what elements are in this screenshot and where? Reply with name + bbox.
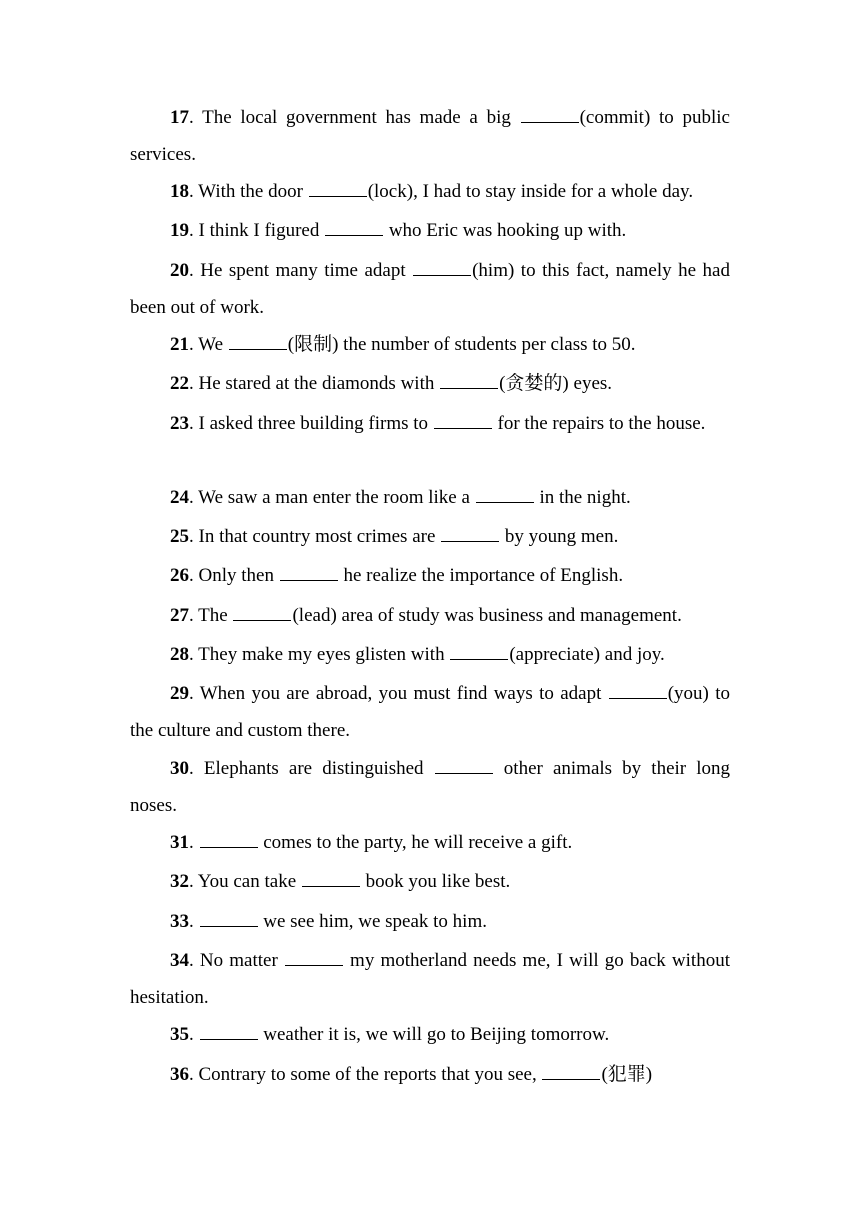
question-number: 27: [170, 605, 189, 626]
question-text-before: Only then: [198, 565, 279, 586]
answer-blank[interactable]: [280, 566, 338, 581]
question-text-after: book you like best.: [360, 871, 511, 892]
question-25: 25. In that country most crimes are by young men.: [170, 526, 619, 547]
answer-blank[interactable]: [542, 1065, 600, 1080]
question-35: 35. weather it is, we will go to Beijing tomorrow.: [170, 1024, 610, 1045]
question-number: 29: [170, 683, 189, 704]
question-number: 19: [170, 220, 189, 241]
question-number: 31: [170, 832, 189, 853]
question-text-before: He spent many time adapt: [200, 260, 413, 281]
question-text-before: I asked three building firms to: [198, 413, 433, 434]
question-number: 26: [170, 565, 189, 586]
answer-blank[interactable]: [302, 872, 360, 887]
question-number: 22: [170, 373, 189, 394]
question-26: 26. Only then he realize the importance of English.: [170, 565, 624, 586]
question-text-before: We saw a man enter the room like a: [198, 487, 475, 508]
question-text-after: my motherland needs me, I will go back without hesitation.: [130, 950, 730, 1008]
answer-blank[interactable]: [309, 182, 367, 197]
question-number: 17: [170, 107, 189, 128]
question-text-after: (限制) the number of students per class to 50.: [287, 334, 636, 355]
question-19: 19. I think I figured who Eric was hooking up with.: [170, 220, 627, 241]
question-number: 21: [170, 334, 189, 355]
question-29: 29. When you are abroad, you must find ways to adapt (you) to the culture and custom there.: [130, 683, 730, 741]
question-text-after: we see him, we speak to him.: [258, 911, 487, 932]
question-number: 18: [170, 181, 189, 202]
question-text-after: (him) to this fact, namely he had been out of work.: [130, 260, 730, 318]
question-24: 24. We saw a man enter the room like a in the night.: [170, 487, 631, 508]
answer-blank[interactable]: [609, 684, 667, 699]
question-text-after: (you) to the culture and custom there.: [130, 683, 730, 741]
answer-blank[interactable]: [200, 912, 258, 927]
question-36: 36. Contrary to some of the reports that you see, (犯罪): [170, 1064, 653, 1085]
question-number: 25: [170, 526, 189, 547]
question-text-before: Contrary to some of the reports that you see,: [198, 1064, 542, 1085]
question-number: 32: [170, 871, 189, 892]
answer-blank[interactable]: [200, 1025, 258, 1040]
answer-blank[interactable]: [521, 108, 579, 123]
answer-blank[interactable]: [229, 335, 287, 350]
question-text-before: No matter: [199, 950, 284, 971]
question-31: 31. comes to the party, he will receive a gift.: [170, 832, 573, 853]
question-number: 23: [170, 413, 189, 434]
answer-blank[interactable]: [450, 645, 508, 660]
question-text-after: (贪婪的) eyes.: [499, 373, 613, 394]
question-text-after: weather it is, we will go to Beijing tomorrow.: [258, 1024, 610, 1045]
answer-blank[interactable]: [413, 261, 471, 276]
question-number: 36: [170, 1064, 189, 1085]
question-23: 23. I asked three building firms to for the repairs to the house.: [170, 413, 706, 434]
question-20: 20. He spent many time adapt (him) to this fact, namely he had been out of work.: [130, 260, 730, 318]
question-text-before: With the door: [198, 181, 308, 202]
question-text-before: When you are abroad, you must find ways to adapt: [199, 683, 608, 704]
question-text-after: for the repairs to the house.: [492, 413, 706, 434]
question-number: 30: [170, 758, 189, 779]
question-number: 35: [170, 1024, 189, 1045]
question-text-after: in the night.: [534, 487, 631, 508]
answer-blank[interactable]: [434, 414, 492, 429]
question-text-before: The local government has made a big: [202, 107, 520, 128]
question-text-before: They make my eyes glisten with: [198, 644, 450, 665]
question-text-after: comes to the party, he will receive a gift.: [258, 832, 573, 853]
question-number: 20: [170, 260, 189, 281]
question-text-before: You can take: [197, 871, 301, 892]
question-text-after: he realize the importance of English.: [338, 565, 624, 586]
answer-blank[interactable]: [325, 221, 383, 236]
question-text-before: We: [198, 334, 228, 355]
answer-blank[interactable]: [441, 527, 499, 542]
question-number: 24: [170, 487, 189, 508]
question-number: 28: [170, 644, 189, 665]
question-21: 21. We (限制) the number of students per class to 50.: [170, 334, 636, 355]
answer-blank[interactable]: [435, 759, 493, 774]
question-32: 32. You can take book you like best.: [170, 871, 511, 892]
question-text-after: (commit) to public services.: [130, 107, 730, 165]
answer-blank[interactable]: [285, 951, 343, 966]
question-text-after: (lead) area of study was business and management.: [292, 605, 682, 626]
question-number: 34: [170, 950, 189, 971]
question-text-before: In that country most crimes are: [198, 526, 441, 547]
question-27: 27. The (lead) area of study was business and management.: [170, 605, 682, 626]
question-text-before: The: [198, 605, 233, 626]
answer-blank[interactable]: [476, 488, 534, 503]
question-30: 30. Elephants are distinguished other animals by their long noses.: [130, 758, 731, 816]
question-22: 22. He stared at the diamonds with (贪婪的) eyes.: [170, 373, 613, 394]
question-text-after: by young men.: [500, 526, 619, 547]
question-28: 28. They make my eyes glisten with (appreciate) and joy.: [170, 644, 665, 665]
question-text-before: He stared at the diamonds with: [198, 373, 440, 394]
question-text-after: other animals by their long noses.: [130, 758, 731, 816]
question-17: 17. The local government has made a big (commit) to public services.: [130, 107, 730, 165]
question-text-after: (犯罪): [601, 1064, 653, 1085]
question-33: 33. we see him, we speak to him.: [170, 911, 487, 932]
question-text-after: (appreciate) and joy.: [509, 644, 665, 665]
question-number: 33: [170, 911, 189, 932]
answer-blank[interactable]: [233, 606, 291, 621]
question-text-after: (lock), I had to stay inside for a whole day.: [367, 181, 694, 202]
question-text-before: Elephants are distinguished: [203, 758, 434, 779]
answer-blank[interactable]: [200, 833, 258, 848]
question-text-before: I think I figured: [198, 220, 325, 241]
question-18: 18. With the door (lock), I had to stay inside for a whole day.: [170, 181, 694, 202]
answer-blank[interactable]: [440, 374, 498, 389]
question-text-after: who Eric was hooking up with.: [384, 220, 627, 241]
question-34: 34. No matter my motherland needs me, I will go back without hesitation.: [130, 950, 730, 1008]
